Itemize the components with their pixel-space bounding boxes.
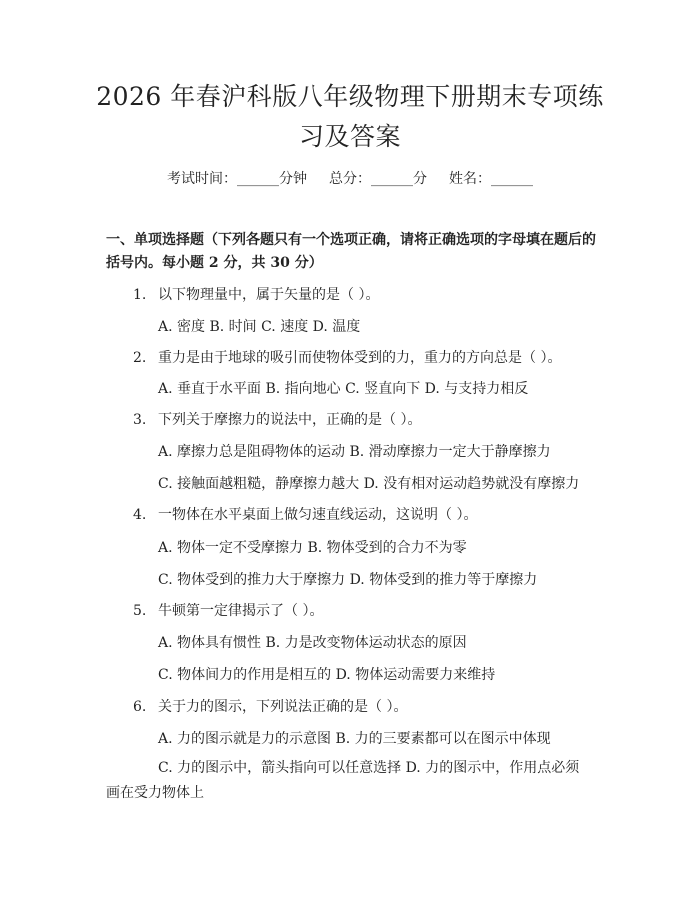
question-4 (133, 504, 477, 524)
question-5-options-line-1: A. 物体具有惯性 B. 力是改变物体运动状态的原因 (158, 635, 467, 651)
question-number: 5. (133, 603, 147, 619)
question-number: 1. (133, 287, 147, 303)
page-title (70, 77, 630, 157)
question-number: 6. (133, 699, 147, 715)
question-2-options: A. 垂直于水平面 B. 指向地心 C. 竖直向下 D. 与支持力相反 (158, 381, 529, 397)
question-6-options-line-2: C. 力的图示中，箭头指向可以任意选择 D. 力的图示中，作用点必须画在受力物体上 (106, 760, 580, 801)
title-line-1: 2026 年春沪科版八年级物理下册期末专项练 (96, 82, 604, 111)
question-3-options-line-1: A. 摩擦力总是阻碍物体的运动 B. 滑动摩擦力一定大于静摩擦力 (158, 444, 551, 460)
question-6-options-line-1: A. 力的图示就是力的示意图 B. 力的三要素都可以在图示中体现 (158, 731, 551, 747)
question-3-options-line-2: C. 接触面越粗糙，静摩擦力越大 D. 没有相对运动趋势就没有摩擦力 (158, 476, 580, 492)
exam-meta (0, 168, 700, 188)
question-6 (133, 696, 407, 716)
section-heading: 一、单项选择题（下列各题只有一个选项正确，请将正确选项的字母填在题后的括号内。每小题 2 分，共 30 分） (106, 232, 596, 271)
question-3 (133, 409, 421, 429)
question-5-options-line-2: C. 物体间力的作用是相互的 D. 物体运动需要力来维持 (158, 667, 496, 683)
question-2 (133, 347, 561, 367)
question-4-options-line-1: A. 物体一定不受摩擦力 B. 物体受到的合力不为零 (158, 540, 467, 556)
total-score: 总分：______分 (329, 171, 427, 187)
question-4-options-line-2: C. 物体受到的推力大于摩擦力 D. 物体受到的推力等于摩擦力 (158, 572, 538, 588)
question-text: 关于力的图示，下列说法正确的是（ ）。 (158, 699, 408, 715)
exam-time: 考试时间：______分钟 (167, 171, 307, 187)
question-text: 以下物理量中，属于矢量的是（ ）。 (158, 287, 380, 303)
question-number: 4. (133, 507, 147, 523)
question-number: 3. (133, 412, 147, 428)
question-number: 2. (133, 350, 147, 366)
question-1-options: A. 密度 B. 时间 C. 速度 D. 温度 (158, 319, 361, 335)
question-text: 重力是由于地球的吸引而使物体受到的力，重力的方向总是（ ）。 (158, 350, 562, 366)
title-line-2: 习及答案 (298, 122, 401, 151)
question-5 (133, 600, 323, 620)
question-text: 下列关于摩擦力的说法中，正确的是（ ）。 (158, 412, 422, 428)
question-1 (133, 284, 379, 304)
question-text: 一物体在水平桌面上做匀速直线运动，这说明（ ）。 (158, 507, 478, 523)
student-name: 姓名：______ (449, 171, 533, 187)
question-text: 牛顿第一定律揭示了（ ）。 (158, 603, 324, 619)
